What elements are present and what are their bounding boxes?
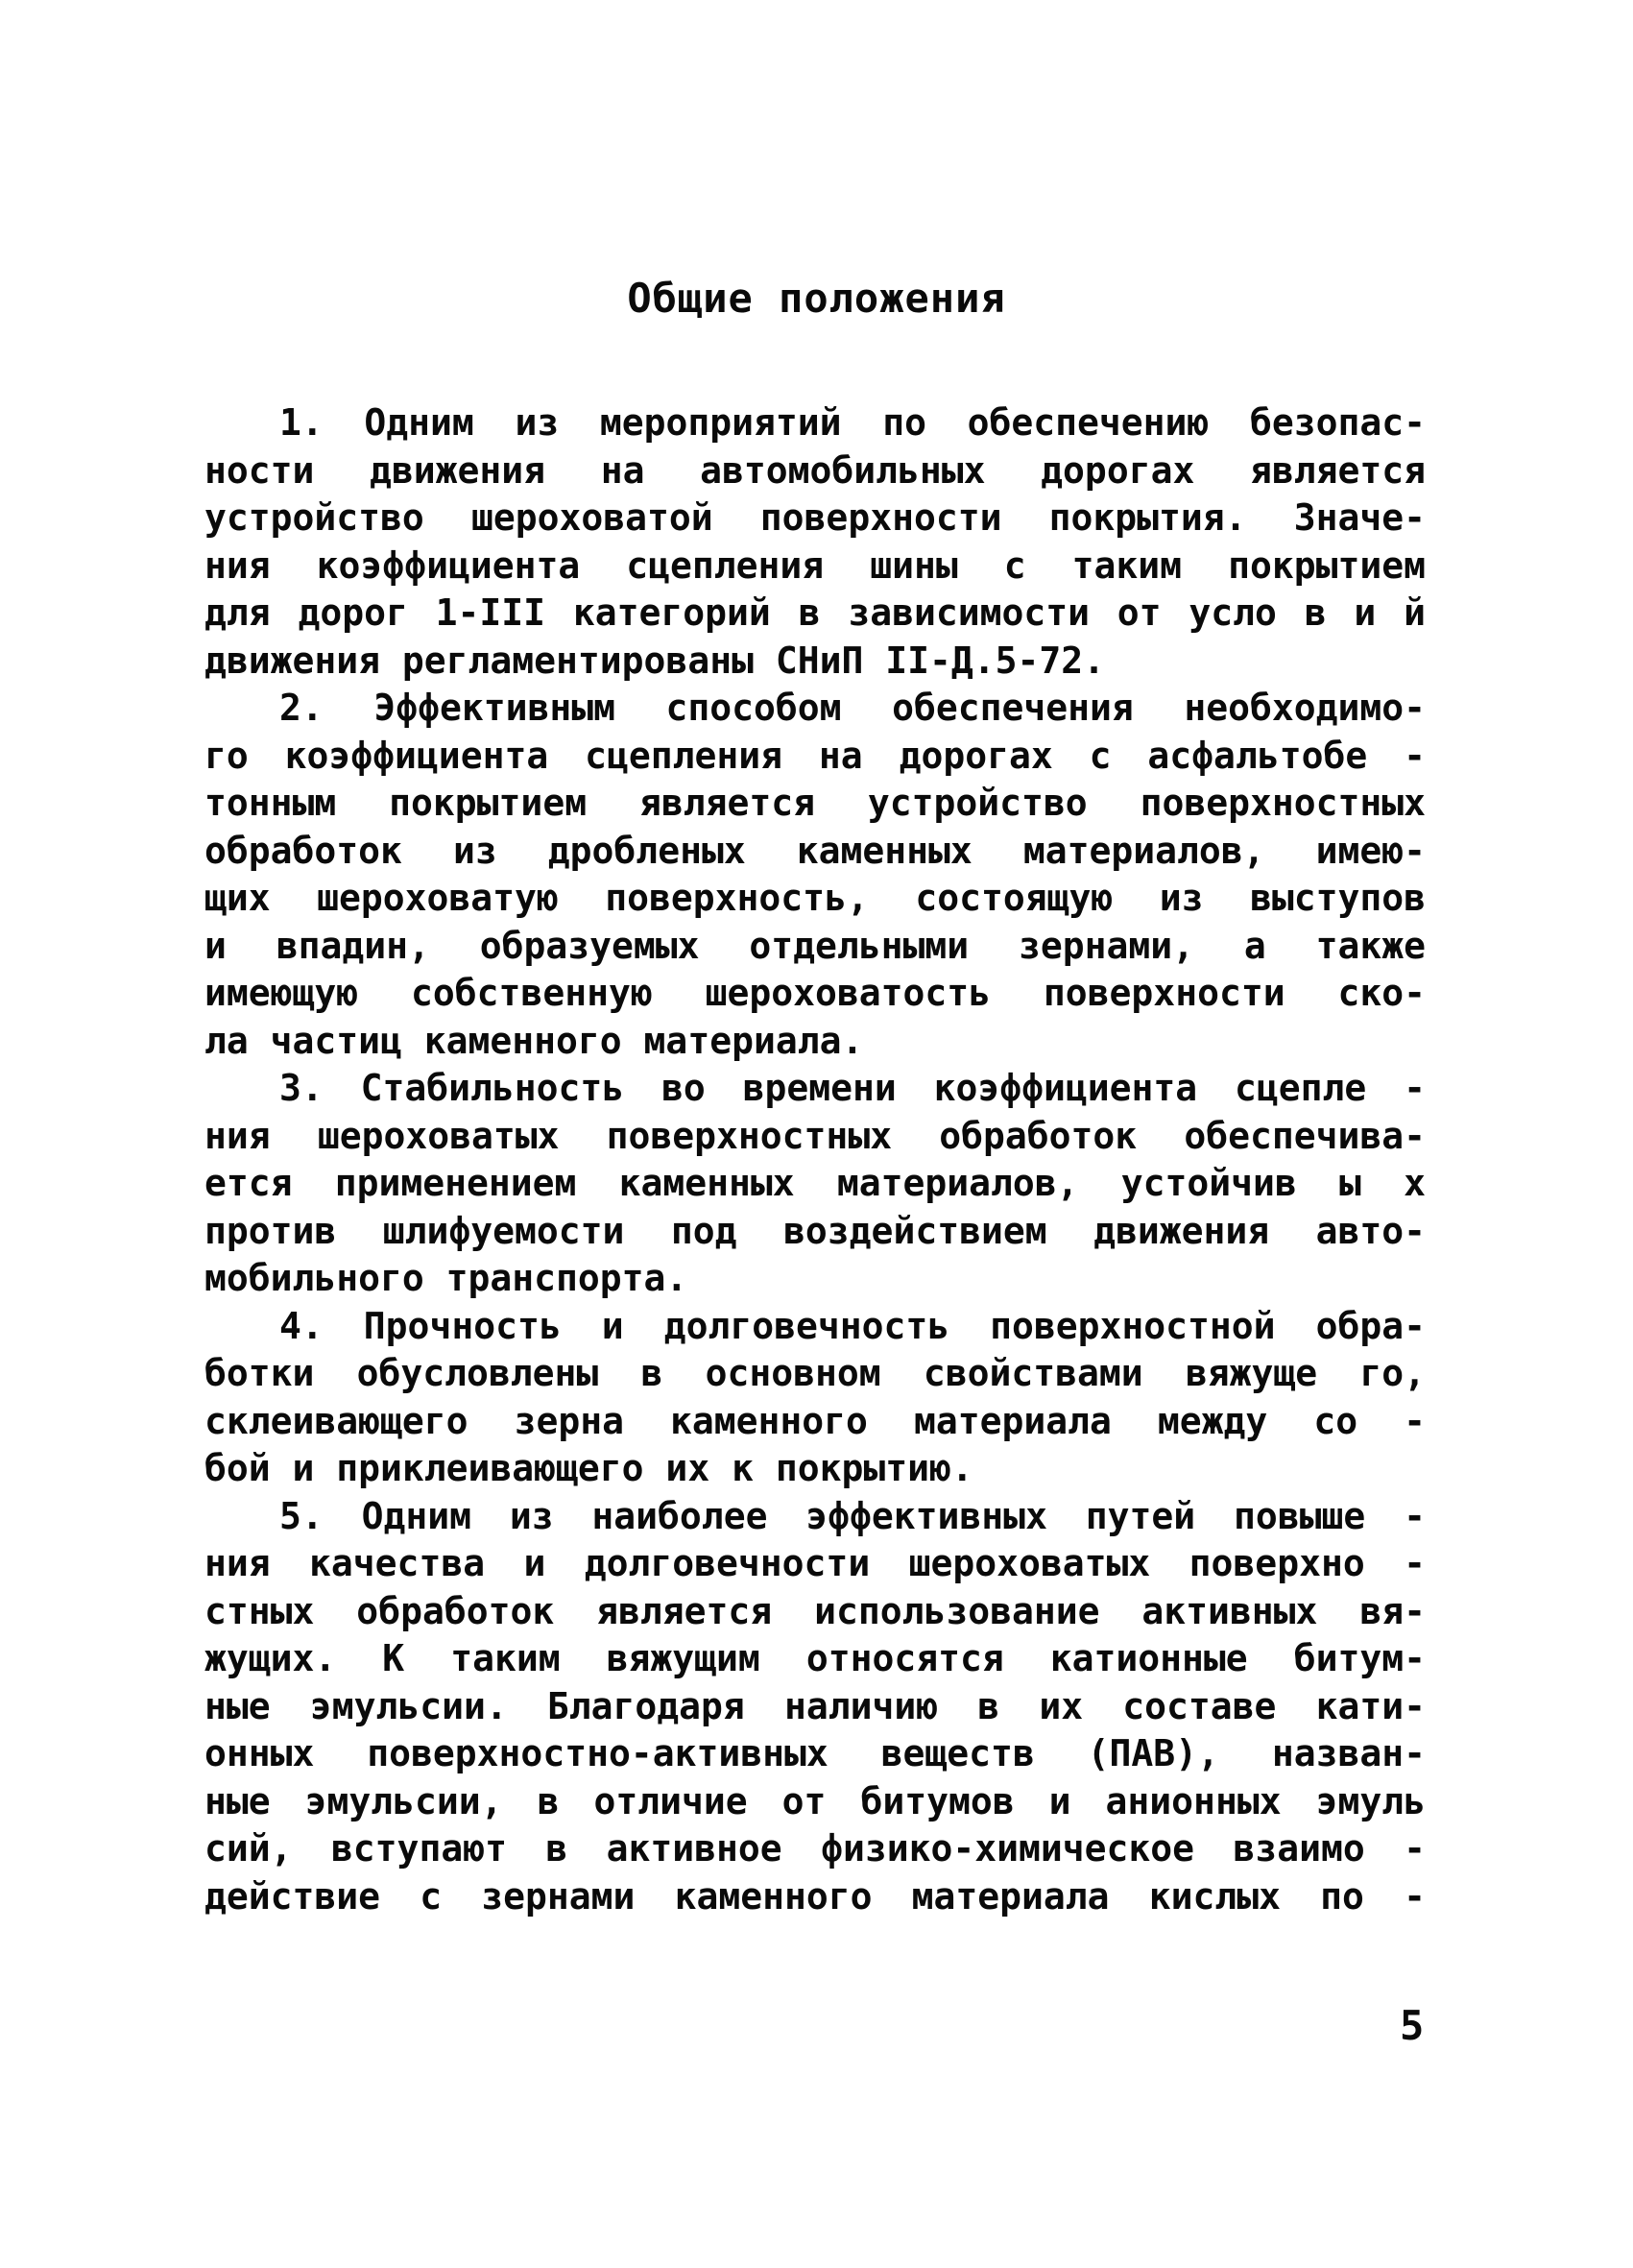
text-line: стных обработок является использование активных вя- (204, 1589, 1426, 1632)
text-line: 2. Эффективным способом обеспечения необходимо- (279, 687, 1426, 729)
paragraph-2 (204, 685, 1426, 1065)
text-line: онных поверхностно-активных веществ (ПАВ), назван- (204, 1732, 1426, 1774)
text-line: и впадин, образуемых отдельными зернами, а также (204, 924, 1426, 967)
text-line: ные эмульсии, в отличие от битумов и анионных эмуль (204, 1779, 1426, 1822)
text-line: ности движения на автомобильных дорогах является (204, 448, 1426, 492)
text-line: мобильного транспорта. (204, 1257, 688, 1299)
text-line: 1. Одним из мероприятий по обеспечению безопас- (279, 401, 1426, 444)
text-line: щих шероховатую поверхность, состоящую из выступов (204, 877, 1426, 919)
text-line: го коэффициента сцепления на дорогах с асфальтобе - (204, 734, 1426, 777)
text-line: ные эмульсии. Благодаря наличию в их составе кати- (204, 1684, 1426, 1727)
text-line: действие с зернами каменного материала кислых по - (204, 1874, 1426, 1918)
paragraph-1 (204, 399, 1426, 685)
text-line: для дорог 1-III категорий в зависимости от усло в и й (204, 591, 1426, 634)
text-line: ла частиц каменного материала. (204, 1019, 864, 1062)
text-line: ния шероховатых поверхностных обработок обеспечива- (204, 1114, 1426, 1157)
text-line: 4. Прочность и долговечность поверхностной обра- (279, 1304, 1426, 1347)
paragraph-5 (204, 1493, 1426, 1921)
page-title: Общие положения (627, 275, 1006, 322)
text-line: движения регламентированы СНиП II-Д.5-72. (204, 639, 1105, 682)
paragraph-3 (204, 1065, 1426, 1303)
paragraph-4 (204, 1303, 1426, 1493)
text-line: имеющую собственную шероховатость поверхности ско- (204, 972, 1426, 1014)
text-line: против шлифуемости под воздействием движения авто- (204, 1209, 1426, 1252)
text-line: тонным покрытием является устройство поверхностных (204, 782, 1426, 824)
text-line: 3. Стабильность во времени коэффициента сцепле - (279, 1067, 1426, 1109)
text-line: 5. Одним из наиболее эффективных путей повыше - (279, 1494, 1426, 1537)
text-line: бой и приклеивающего их к покрытию. (204, 1447, 973, 1489)
text-line: устройство шероховатой поверхности покрытия. Значе- (204, 496, 1426, 539)
page-number: 5 (1400, 2002, 1425, 2049)
text-line: обработок из дробленых каменных материалов, имею- (204, 829, 1426, 872)
text-line: ется применением каменных материалов, устойчив ы х (204, 1162, 1426, 1204)
text-line: ния коэффициента сцепления шины с таким покрытием (204, 543, 1426, 587)
text-line: ния качества и долговечности шероховатых поверхно - (204, 1542, 1426, 1584)
text-line: жущих. К таким вяжущим относятся катионные битум- (204, 1637, 1426, 1679)
body-text (204, 399, 1426, 1920)
text-line: ботки обусловлены в основном свойствами вяжуще го, (204, 1352, 1426, 1394)
text-line: склеивающего зерна каменного материала между со - (204, 1399, 1426, 1442)
text-line: сий, вступают в активное физико-химическое взаимо - (204, 1827, 1426, 1870)
